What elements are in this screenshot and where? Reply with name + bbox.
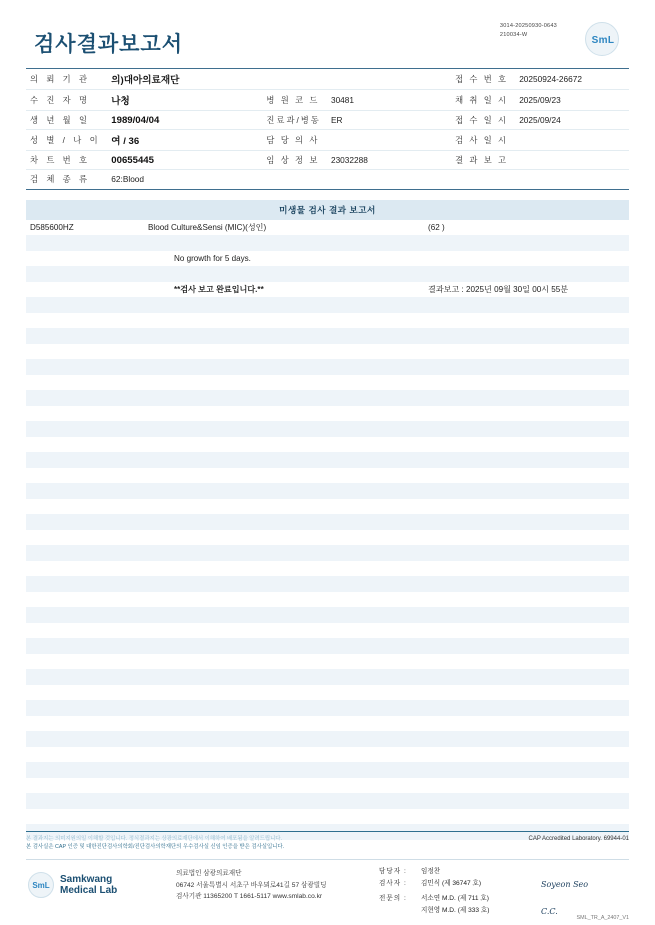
blank-cell	[26, 623, 144, 639]
results-section-title: 미생물 검사 결과 보고서	[26, 200, 629, 220]
brand-logo	[573, 22, 627, 56]
blank-cell	[572, 592, 629, 608]
blank-cell	[572, 359, 629, 375]
table-row-blank	[26, 607, 629, 623]
blank-cell	[144, 313, 424, 329]
blank-cell	[144, 700, 424, 716]
blank-cell	[26, 669, 144, 685]
cap-accreditation: CAP Accredited Laboratory. 69944-01	[528, 835, 629, 842]
result-value	[424, 251, 572, 267]
blank-cell	[26, 685, 144, 701]
table-row-blank	[26, 716, 629, 732]
signature-name-specialist: 서소연 M.D. (제 711 호)	[421, 894, 489, 902]
blank-cell	[424, 359, 572, 375]
table-row-blank	[26, 700, 629, 716]
table-row-blank	[26, 468, 629, 484]
blank-cell	[424, 809, 572, 825]
blank-cell	[572, 483, 629, 499]
blank-cell	[144, 607, 424, 623]
blank-cell	[26, 747, 144, 763]
blank-cell	[144, 390, 424, 406]
table-row-blank	[26, 592, 629, 608]
footer-lab-name-line1: Samkwang	[60, 873, 113, 885]
signature-row	[379, 893, 629, 905]
blank-cell	[572, 344, 629, 360]
info-label-receipt-no: 접 수 번 호	[451, 69, 515, 90]
blank-cell	[572, 452, 629, 468]
blank-cell	[572, 437, 629, 453]
table-row	[26, 151, 629, 170]
blank-cell	[26, 406, 144, 422]
result-extra	[572, 235, 629, 251]
blank-cell	[424, 561, 572, 577]
blank-cell	[424, 452, 572, 468]
table-row-blank	[26, 778, 629, 794]
blank-cell	[424, 483, 572, 499]
info-label-sex-age: 성 별 / 나 이	[26, 130, 107, 151]
info-value-specimen: 62:Blood	[111, 174, 145, 185]
blank-cell	[26, 483, 144, 499]
blank-cell	[572, 297, 629, 313]
result-code	[26, 235, 144, 251]
blank-cell	[144, 328, 424, 344]
table-row-blank	[26, 809, 629, 825]
blank-cell	[572, 762, 629, 778]
blank-cell	[572, 685, 629, 701]
blank-cell	[424, 390, 572, 406]
blank-cell	[26, 638, 144, 654]
footer-address-line3: 검사기관 11365200 T 1661-5117 www.smlab.co.kr	[176, 893, 323, 901]
blank-cell	[26, 297, 144, 313]
result-name	[144, 266, 424, 282]
blank-cell	[144, 421, 424, 437]
report-header	[26, 0, 629, 62]
blank-cell	[424, 623, 572, 639]
blank-cell	[26, 793, 144, 809]
blank-cell	[424, 437, 572, 453]
table-row	[26, 90, 629, 111]
blank-cell	[26, 716, 144, 732]
blank-cell	[572, 809, 629, 825]
blank-cell	[572, 607, 629, 623]
table-row-blank	[26, 669, 629, 685]
blank-cell	[572, 654, 629, 670]
info-label-hospital-code: 병 원 코 드	[262, 90, 327, 111]
signature-name-tester: 김민식 (제 36747 호)	[421, 880, 482, 888]
blank-cell	[424, 313, 572, 329]
result-value	[424, 235, 572, 251]
report-footer	[26, 831, 629, 921]
signature-label-specialist2	[379, 905, 421, 920]
blank-cell	[424, 607, 572, 623]
blank-cell	[572, 514, 629, 530]
blank-cell	[144, 592, 424, 608]
blank-cell	[26, 359, 144, 375]
info-value-collection-date: 2025/09/23	[515, 90, 629, 111]
table-row-blank	[26, 514, 629, 530]
signature-row	[379, 866, 629, 878]
blank-cell	[26, 545, 144, 561]
blank-cell	[424, 328, 572, 344]
blank-cell	[572, 406, 629, 422]
signature-mark-tester: Soyeon Seo	[541, 880, 589, 890]
result-extra	[572, 282, 629, 298]
blank-cell	[572, 375, 629, 391]
info-label-blank-0	[262, 69, 327, 90]
blank-cell	[144, 545, 424, 561]
table-row	[26, 220, 629, 236]
info-value-report-status	[515, 151, 629, 170]
footer-address	[176, 868, 326, 903]
footer-notes	[26, 831, 629, 851]
result-extra	[572, 251, 629, 267]
signature-block	[379, 866, 629, 920]
info-value-doctor	[327, 130, 451, 151]
blank-cell	[26, 731, 144, 747]
patient-info-block	[26, 68, 629, 190]
blank-cell	[144, 793, 424, 809]
blank-cell	[26, 592, 144, 608]
result-value	[424, 266, 572, 282]
info-label-patient-name: 수 진 자 명	[26, 90, 107, 111]
blank-cell	[144, 514, 424, 530]
result-code	[26, 282, 144, 298]
blank-cell	[144, 638, 424, 654]
blank-cell	[26, 809, 144, 825]
blank-cell	[26, 700, 144, 716]
blank-cell	[572, 421, 629, 437]
info-value-hospital-code: 30481	[327, 90, 451, 111]
blank-cell	[144, 297, 424, 313]
blank-cell	[26, 561, 144, 577]
blank-cell	[424, 421, 572, 437]
blank-cell	[26, 390, 144, 406]
blank-cell	[144, 778, 424, 794]
blank-cell	[424, 654, 572, 670]
info-value-blank-5	[327, 170, 451, 189]
info-value-clinical-info: 23032288	[327, 151, 451, 170]
result-name: No growth for 5 days.	[174, 253, 251, 263]
table-row-blank	[26, 762, 629, 778]
table-row-blank	[26, 654, 629, 670]
result-value: (62 )	[428, 222, 445, 232]
blank-cell	[424, 747, 572, 763]
blank-cell	[26, 421, 144, 437]
blank-cell	[572, 716, 629, 732]
blank-cell	[572, 561, 629, 577]
blank-cell	[424, 530, 572, 546]
table-row-blank	[26, 731, 629, 747]
table-row-blank	[26, 576, 629, 592]
blank-cell	[144, 437, 424, 453]
table-row-blank	[26, 437, 629, 453]
blank-cell	[144, 359, 424, 375]
result-name	[144, 235, 424, 251]
blank-cell	[144, 483, 424, 499]
blank-cell	[26, 344, 144, 360]
blank-cell	[144, 499, 424, 515]
table-row-blank	[26, 452, 629, 468]
result-report-timestamp: 결과보고 : 2025년 09월 30일 00시 55분	[428, 284, 569, 294]
info-label-doctor: 담 당 의 사	[262, 130, 327, 151]
blank-cell	[424, 344, 572, 360]
signature-label-tester: 검사자 :	[379, 880, 407, 888]
blank-cell	[572, 778, 629, 794]
footer-main	[26, 859, 629, 921]
blank-cell	[144, 468, 424, 484]
blank-cell	[424, 716, 572, 732]
info-label-chart-no: 차 트 번 호	[26, 151, 107, 170]
info-value-chart-no: 00655445	[107, 151, 262, 170]
footer-lab-name-line2: Medical Lab	[60, 885, 118, 896]
table-row-blank	[26, 747, 629, 763]
info-label-department: 진료과/병동	[262, 111, 327, 130]
info-value-sex-age: 여 / 36	[107, 130, 262, 151]
table-row-blank	[26, 638, 629, 654]
blank-cell	[424, 638, 572, 654]
blank-cell	[424, 297, 572, 313]
blank-cell	[572, 793, 629, 809]
document-code-1: 3014-20250930-0643	[499, 23, 557, 29]
result-completion-note: **검사 보고 완료입니다.**	[174, 284, 264, 294]
info-value-birthdate: 1989/04/04	[107, 111, 262, 130]
result-code	[26, 251, 144, 267]
result-extra	[572, 266, 629, 282]
result-code	[26, 266, 144, 282]
blank-cell	[26, 375, 144, 391]
blank-cell	[572, 700, 629, 716]
blank-cell	[26, 576, 144, 592]
info-label-specimen: 검 체 종 류	[30, 174, 90, 185]
blank-cell	[144, 685, 424, 701]
blank-cell	[144, 762, 424, 778]
table-row-blank	[26, 483, 629, 499]
logo-circle-icon	[585, 22, 619, 56]
blank-cell	[424, 778, 572, 794]
blank-cell	[572, 328, 629, 344]
blank-cell	[144, 747, 424, 763]
info-value-test-date	[515, 130, 629, 151]
blank-cell	[424, 375, 572, 391]
blank-cell	[424, 514, 572, 530]
table-row-blank	[26, 297, 629, 313]
result-extra	[572, 220, 629, 236]
blank-cell	[144, 669, 424, 685]
table-row	[26, 69, 629, 90]
document-code-2: 210034-W	[499, 31, 528, 38]
signature-row	[379, 878, 629, 893]
footer-lab-name	[60, 874, 117, 897]
table-row-blank	[26, 545, 629, 561]
table-row-blank	[26, 375, 629, 391]
blank-cell	[144, 731, 424, 747]
table-row	[26, 130, 629, 151]
footer-address-line1: 의료법인 삼광의료재단	[176, 870, 242, 877]
footer-logo-icon: SmL	[28, 872, 54, 898]
info-label-blank-5b	[451, 170, 515, 189]
table-row-blank	[26, 793, 629, 809]
blank-cell	[424, 499, 572, 515]
table-row	[26, 235, 629, 251]
blank-cell	[424, 669, 572, 685]
blank-cell	[26, 499, 144, 515]
info-value-institution: 의)대아의료재단	[107, 69, 262, 90]
table-row-blank	[26, 421, 629, 437]
signature-name-manager: 임정찬	[421, 868, 441, 875]
blank-cell	[424, 731, 572, 747]
blank-cell	[144, 344, 424, 360]
blank-cell	[424, 592, 572, 608]
logo-text: SmL	[591, 34, 615, 46]
blank-cell	[26, 778, 144, 794]
blank-cell	[144, 375, 424, 391]
info-value-receipt-date: 2025/09/24	[515, 111, 629, 130]
info-value-patient-name: 나청	[107, 90, 262, 111]
info-value-department: ER	[327, 111, 451, 130]
blank-cell	[144, 530, 424, 546]
blank-cell	[26, 468, 144, 484]
blank-cell	[144, 716, 424, 732]
table-row-blank	[26, 328, 629, 344]
blank-cell	[572, 468, 629, 484]
blank-cell	[144, 623, 424, 639]
footer-logo	[28, 872, 117, 898]
page-title: 검사결과보고서	[34, 33, 184, 56]
blank-cell	[26, 452, 144, 468]
blank-cell	[26, 607, 144, 623]
blank-cell	[144, 452, 424, 468]
table-row-blank	[26, 623, 629, 639]
blank-cell	[144, 406, 424, 422]
blank-cell	[572, 530, 629, 546]
info-value-blank-5b	[515, 170, 629, 189]
table-row-blank	[26, 390, 629, 406]
blank-cell	[26, 313, 144, 329]
table-row-blank	[26, 499, 629, 515]
table-row-blank	[26, 561, 629, 577]
info-label-clinical-info: 임 상 정 보	[262, 151, 327, 170]
table-row-blank	[26, 359, 629, 375]
table-row-blank	[26, 344, 629, 360]
blank-cell	[26, 328, 144, 344]
table-row-blank	[26, 313, 629, 329]
footer-address-line2: 06742 서울특별시 서초구 바우뫼로41길 57 삼광빌딩	[176, 881, 327, 889]
blank-cell	[424, 406, 572, 422]
info-label-birthdate: 생 년 월 일	[26, 111, 107, 130]
blank-cell	[26, 654, 144, 670]
document-form-id: SML_TR_A_2407_V1	[576, 915, 629, 921]
blank-cell	[572, 499, 629, 515]
blank-cell	[144, 654, 424, 670]
signature-mark-specialist2: C.C.	[541, 907, 558, 917]
info-value-blank-0	[327, 69, 451, 90]
blank-cell	[572, 313, 629, 329]
blank-cell	[572, 623, 629, 639]
signature-label-manager: 담당자 :	[379, 868, 407, 875]
info-label-report-status: 결 과 보 고	[451, 151, 515, 170]
blank-cell	[572, 669, 629, 685]
results-table	[26, 220, 629, 856]
blank-cell	[144, 561, 424, 577]
blank-cell	[572, 576, 629, 592]
info-label-collection-date: 채 취 일 시	[451, 90, 515, 111]
table-row	[26, 170, 629, 189]
table-row-blank	[26, 406, 629, 422]
blank-cell	[424, 793, 572, 809]
info-label-receipt-date: 접 수 일 시	[451, 111, 515, 130]
footer-note-faint: 본 결과지는 의미지원의일 이해할 것입니다. 정식결과지는 상광의료재단에서 이해하여 배포됨을 알려드립니다.	[26, 835, 283, 842]
info-label-institution: 의 뢰 기 관	[26, 69, 107, 90]
table-row	[26, 111, 629, 130]
blank-cell	[424, 700, 572, 716]
table-row	[26, 266, 629, 282]
info-label-test-date: 검 사 일 시	[451, 130, 515, 151]
blank-cell	[144, 576, 424, 592]
signature-label-specialist: 전문의 :	[379, 894, 407, 902]
table-row-blank	[26, 685, 629, 701]
table-row	[26, 282, 629, 298]
blank-cell	[424, 468, 572, 484]
patient-info-table	[26, 69, 629, 189]
result-name: Blood Culture&Sensi (MIC)(성인)	[148, 222, 267, 232]
blank-cell	[572, 390, 629, 406]
table-row-blank	[26, 530, 629, 546]
info-label-blank-5	[262, 170, 327, 189]
blank-cell	[572, 638, 629, 654]
blank-cell	[144, 809, 424, 825]
result-code: D585600HZ	[30, 222, 74, 232]
blank-cell	[26, 437, 144, 453]
footer-note: 본 검사실은 CAP 인증 및 대한진단검사의학회/진단검사의학재단의 우수검사실 신임 인증을 받은 검사실입니다.	[26, 843, 285, 850]
blank-cell	[572, 545, 629, 561]
signature-name-specialist2: 지현영 M.D. (제 333 호)	[421, 907, 490, 915]
blank-cell	[26, 762, 144, 778]
table-row	[26, 251, 629, 267]
blank-cell	[26, 514, 144, 530]
blank-cell	[424, 576, 572, 592]
blank-cell	[572, 747, 629, 763]
blank-cell	[424, 545, 572, 561]
blank-cell	[424, 685, 572, 701]
blank-cell	[424, 762, 572, 778]
blank-cell	[572, 731, 629, 747]
blank-cell	[26, 530, 144, 546]
info-value-receipt-no: 20250924-26672	[515, 69, 629, 90]
document-codes	[500, 22, 557, 39]
